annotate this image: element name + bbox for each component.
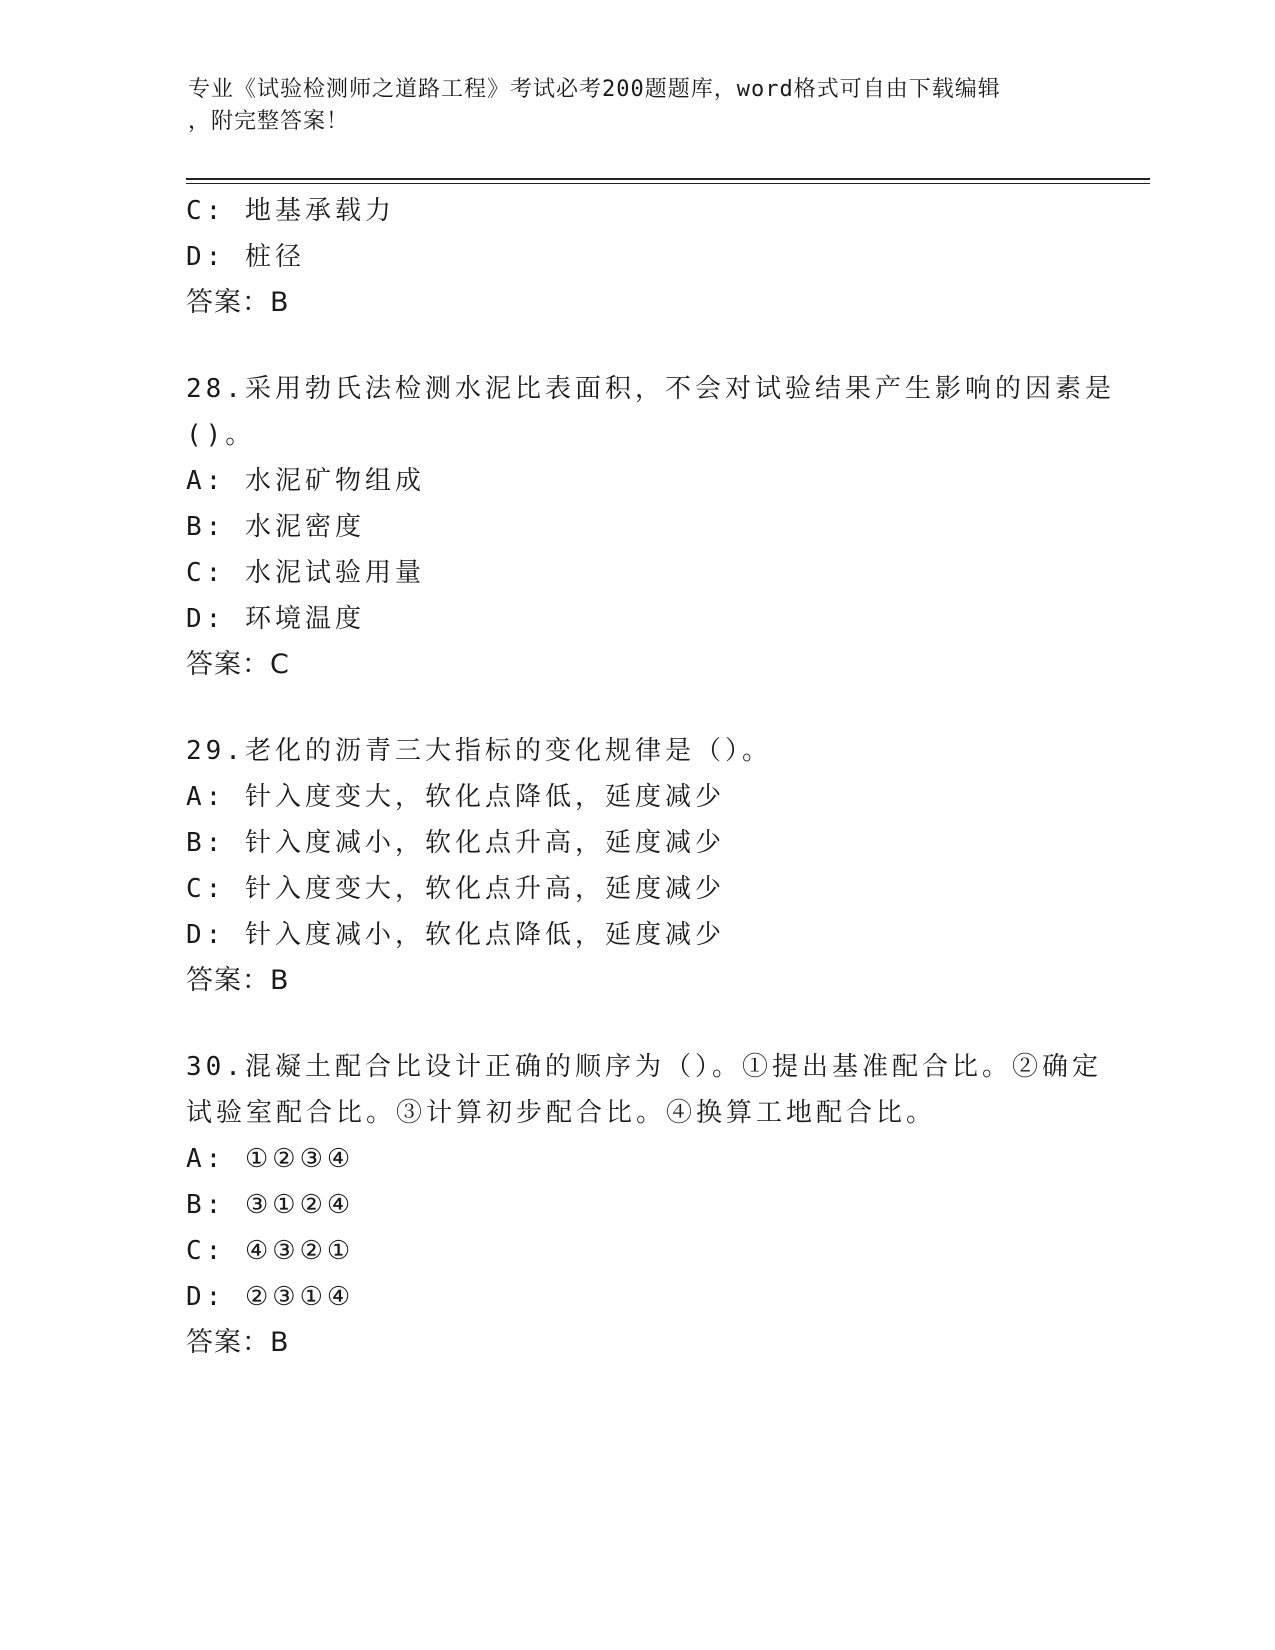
answer-line: 答案：B xyxy=(186,287,290,318)
answer-line: 答案：B xyxy=(186,965,290,996)
option-c: C: 水泥试验用量 xyxy=(186,558,425,588)
page-header xyxy=(188,74,1088,138)
option-a: A: 针入度变大，软化点降低，延度减少 xyxy=(186,782,725,812)
question-29 xyxy=(186,728,1086,1004)
option-d: D: 针入度减小，软化点降低，延度减少 xyxy=(186,920,725,950)
question-28 xyxy=(186,366,1115,688)
header-title-line2: ，附完整答案！ xyxy=(188,109,350,134)
question-stem: 30.混凝土配合比设计正确的顺序为（）。①提出基准配合比。②确定 xyxy=(186,1052,1102,1082)
header-title-line1: 专业《试验检测师之道路工程》考试必考200题题库，word格式可自由下载编辑 xyxy=(188,77,1001,102)
question-list xyxy=(186,188,1115,1366)
question-stem: 29.老化的沥青三大指标的变化规律是（）。 xyxy=(186,736,772,766)
question-stem-cont: ()。 xyxy=(186,420,256,450)
answer-line: 答案：B xyxy=(186,1327,290,1358)
option-c: C: 地基承载力 xyxy=(186,196,395,226)
prev-question-block xyxy=(186,188,1086,326)
option-b: B: 针入度减小，软化点升高，延度减少 xyxy=(186,828,725,858)
header-divider-thin xyxy=(186,183,1150,184)
answer-line: 答案：C xyxy=(186,649,290,680)
option-a: A: 水泥矿物组成 xyxy=(186,466,425,496)
option-c: C: 针入度变大，软化点升高，延度减少 xyxy=(186,874,725,904)
option-c: C: ④③②① xyxy=(186,1236,355,1266)
option-d: D: 环境温度 xyxy=(186,604,365,634)
question-stem-cont: 试验室配合比。③计算初步配合比。④换算工地配合比。 xyxy=(186,1098,937,1128)
option-b: B: ③①②④ xyxy=(186,1190,355,1220)
question-stem: 28.采用勃氏法检测水泥比表面积，不会对试验结果产生影响的因素是 xyxy=(186,374,1115,404)
header-divider-thick xyxy=(186,178,1150,180)
option-a: A: ①②③④ xyxy=(186,1144,355,1174)
option-b: B: 水泥密度 xyxy=(186,512,365,542)
question-30 xyxy=(186,1044,1102,1366)
option-d: D: 桩径 xyxy=(186,242,305,272)
option-d: D: ②③①④ xyxy=(186,1282,355,1312)
